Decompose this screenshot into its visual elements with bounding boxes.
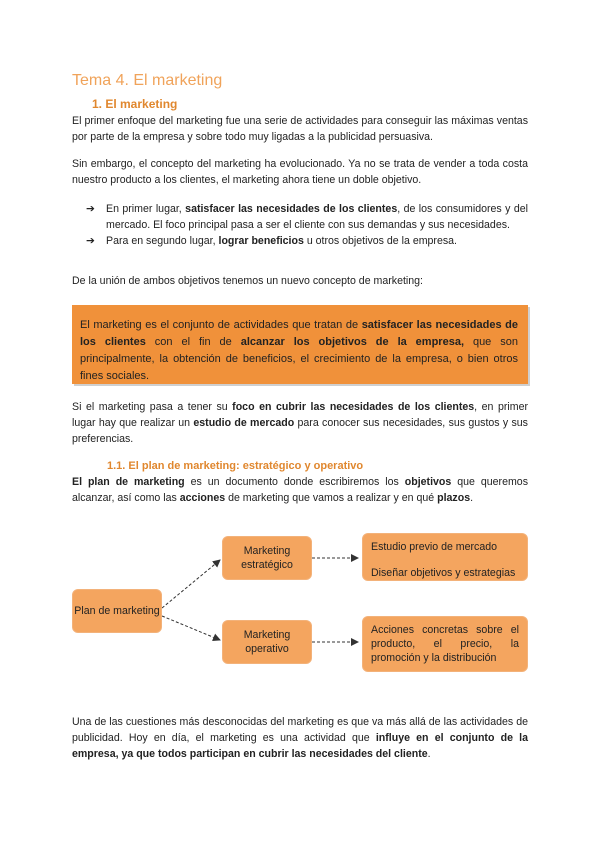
connector-plan-operativo [162,616,220,640]
paragraph-focus: Si el marketing pasa a tener su foco en cubrir las necesidades de los clientes, en primer lugar hay que realizar un estudio de mercado para conocer sus necesidades, sus gustos y sus preferencias. [72,401,528,445]
arrow-bullet-icon: ➔ [86,235,95,247]
definition-callout: El marketing es el conjunto de actividades que tratan de satisfacer las necesidades de los clientes con el fin de alcanzar los objetivos de la empresa, que son principalmente, la obtención de beneficios, el crecimiento de la empresa, o bien otros fines sociales. [72,305,528,384]
subsection-heading: 1.1. El plan de marketing: estratégico y operativo [107,460,364,472]
paragraph-closing: Una de las cuestiones más desconocidas del marketing es que va más allá de las actividades de publicidad. Hoy en día, el marketing es una actividad que influye en el conjunto de la empresa, ya que todos participan en cubrir las necesidades del cliente. [72,716,528,760]
paragraph-intro: El primer enfoque del marketing fue una serie de actividades para conseguir las máximas ventas por parte de la empresa y sobre todo muy ligadas a la publicidad persuasiva. [72,115,528,143]
paragraph-union: De la unión de ambos objetivos tenemos un nuevo concepto de marketing: [72,275,423,287]
connector-plan-estrategico [162,560,220,608]
list-item: ➔ Para en segundo lugar, lograr beneficios u otros objetivos de la empresa. [86,235,457,247]
arrow-bullet-icon: ➔ [86,203,95,215]
page-title: Tema 4. El marketing [72,72,223,89]
estrategico-box: Marketing estratégico [222,536,312,580]
operative-actions-box: Acciones concretas sobre el producto, el precio, la promoción y la distribución [362,616,528,672]
plan-box: Plan de marketing [72,589,162,633]
strategic-actions-box: Estudio previo de mercado Diseñar objetivos y estrategias [362,533,528,581]
section-heading: 1. El marketing [92,97,178,111]
paragraph-evolution: Sin embargo, el concepto del marketing ha evolucionado. Ya no se trata de vender a toda costa nuestro producto a los clientes, el marketing ahora tiene un doble objetivo. [72,158,528,186]
list-item: ➔ En primer lugar, satisfacer las necesidades de los clientes, de los consumidores y del mercado. El foco principal pasa a ser el cliente con sus demandas y sus necesidades. [86,203,528,231]
operativo-box: Marketing operativo [222,620,312,664]
paragraph-plan: El plan de marketing es un documento donde escribiremos los objetivos que queremos alcanzar, así como las acciones de marketing que vamos a realizar y en qué plazos. [72,476,528,504]
